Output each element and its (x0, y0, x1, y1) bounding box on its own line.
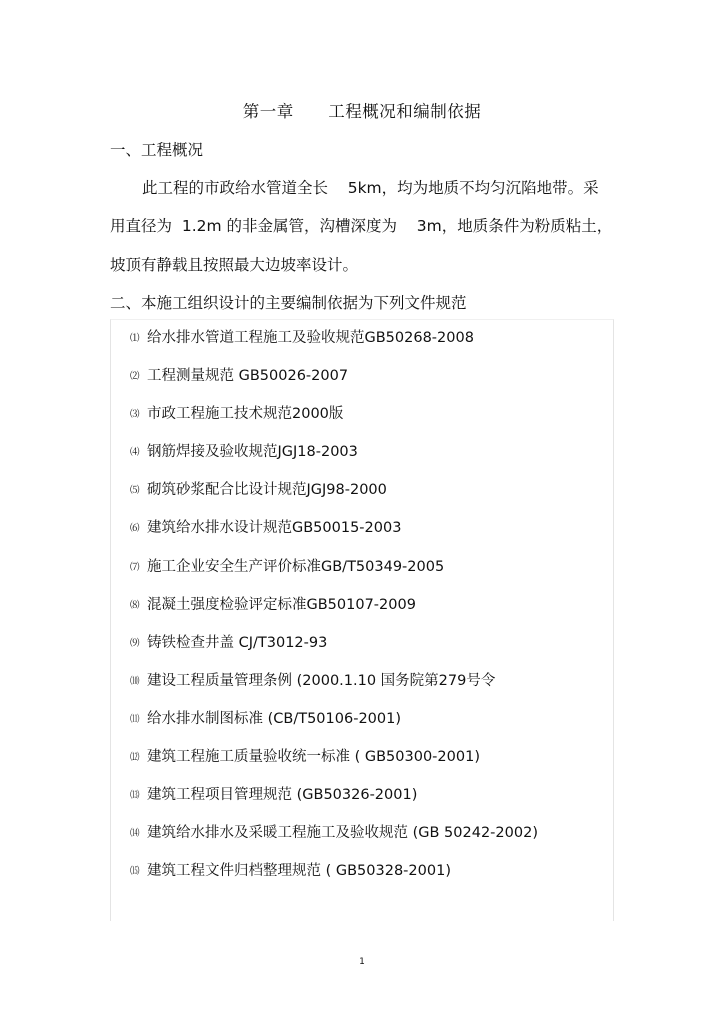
reference-text: 建设工程质量管理条例 (2000.1.10 国务院第279号令 (147, 672, 496, 689)
reference-text: 施工企业安全生产评价标准GB/T50349-2005 (147, 558, 445, 575)
reference-number: ⒂ (130, 866, 140, 878)
reference-item (130, 402, 538, 440)
reference-item (130, 478, 538, 516)
page-number: 1 (359, 957, 365, 967)
reference-item (130, 821, 538, 859)
overview-paragraph-line: 坡顶有静载且按照最大边坡率设计。 (110, 256, 359, 274)
reference-number: ⑾ (130, 713, 140, 725)
reference-text: 砌筑砂浆配合比设计规范JGJ98-2000 (147, 482, 387, 499)
section-heading-references: 二、本施工组织设计的主要编制依据为下列文件规范 (110, 294, 467, 312)
reference-number: ⑹ (130, 523, 140, 535)
reference-item (130, 364, 538, 402)
reference-number: ⑺ (130, 561, 140, 573)
reference-item (130, 516, 538, 554)
reference-item (130, 555, 538, 593)
reference-text: 建筑工程文件归档整理规范 ( GB50328-2001) (147, 863, 451, 880)
reference-item (130, 326, 538, 364)
overview-paragraph-line: 此工程的市政给水管道全长 5km，均为地质不均匀沉陷地带。采 (142, 179, 599, 197)
reference-text: 给水排水管道工程施工及验收规范GB50268-2008 (147, 330, 474, 346)
reference-number: ⑴ (130, 333, 140, 344)
reference-item (130, 631, 538, 669)
reference-item (130, 859, 538, 897)
reference-number: ⒁ (130, 828, 140, 840)
reference-item (130, 440, 538, 478)
section-heading-overview: 一、工程概况 (110, 141, 204, 159)
reference-number: ⑶ (130, 409, 140, 421)
reference-item (130, 669, 538, 707)
reference-number: ⑽ (130, 675, 140, 687)
reference-text: 铸铁检查井盖 CJ/T3012-93 (147, 634, 328, 651)
reference-text: 建筑给水排水及采暖工程施工及验收规范 (GB 50242-2002) (147, 825, 538, 842)
reference-item (130, 593, 538, 631)
reference-item (130, 783, 538, 821)
reference-text: 钢筋焊接及验收规范JGJ18-2003 (147, 444, 358, 461)
chapter-title: 第一章 工程概况和编制依据 (242, 102, 482, 121)
reference-text: 混凝土强度检验评定标准GB50107-2009 (147, 596, 416, 613)
reference-text: 建筑工程项目管理规范 (GB50326-2001) (147, 787, 418, 804)
reference-number: ⑷ (130, 447, 140, 459)
reference-number: ⒀ (130, 790, 140, 802)
reference-item (130, 745, 538, 783)
reference-text: 建筑给水排水设计规范GB50015-2003 (147, 520, 402, 537)
reference-number: ⑼ (130, 637, 140, 649)
reference-text: 市政工程施工技术规范2000版 (147, 406, 344, 423)
reference-number: ⑻ (130, 599, 140, 611)
reference-list (130, 326, 538, 897)
reference-number: ⑸ (130, 485, 140, 497)
reference-number: ⑿ (130, 752, 140, 764)
reference-text: 给水排水制图标准 (CB/T50106-2001) (147, 710, 401, 727)
reference-number: ⑵ (130, 371, 140, 383)
reference-text: 工程测量规范 GB50026-2007 (147, 368, 349, 385)
reference-item (130, 707, 538, 745)
reference-text: 建筑工程施工质量验收统一标准 ( GB50300-2001) (147, 749, 480, 766)
overview-paragraph-line: 用直径为 1.2m 的非金属管，沟槽深度为 3m，地质条件为粉质粘土， (110, 217, 613, 235)
